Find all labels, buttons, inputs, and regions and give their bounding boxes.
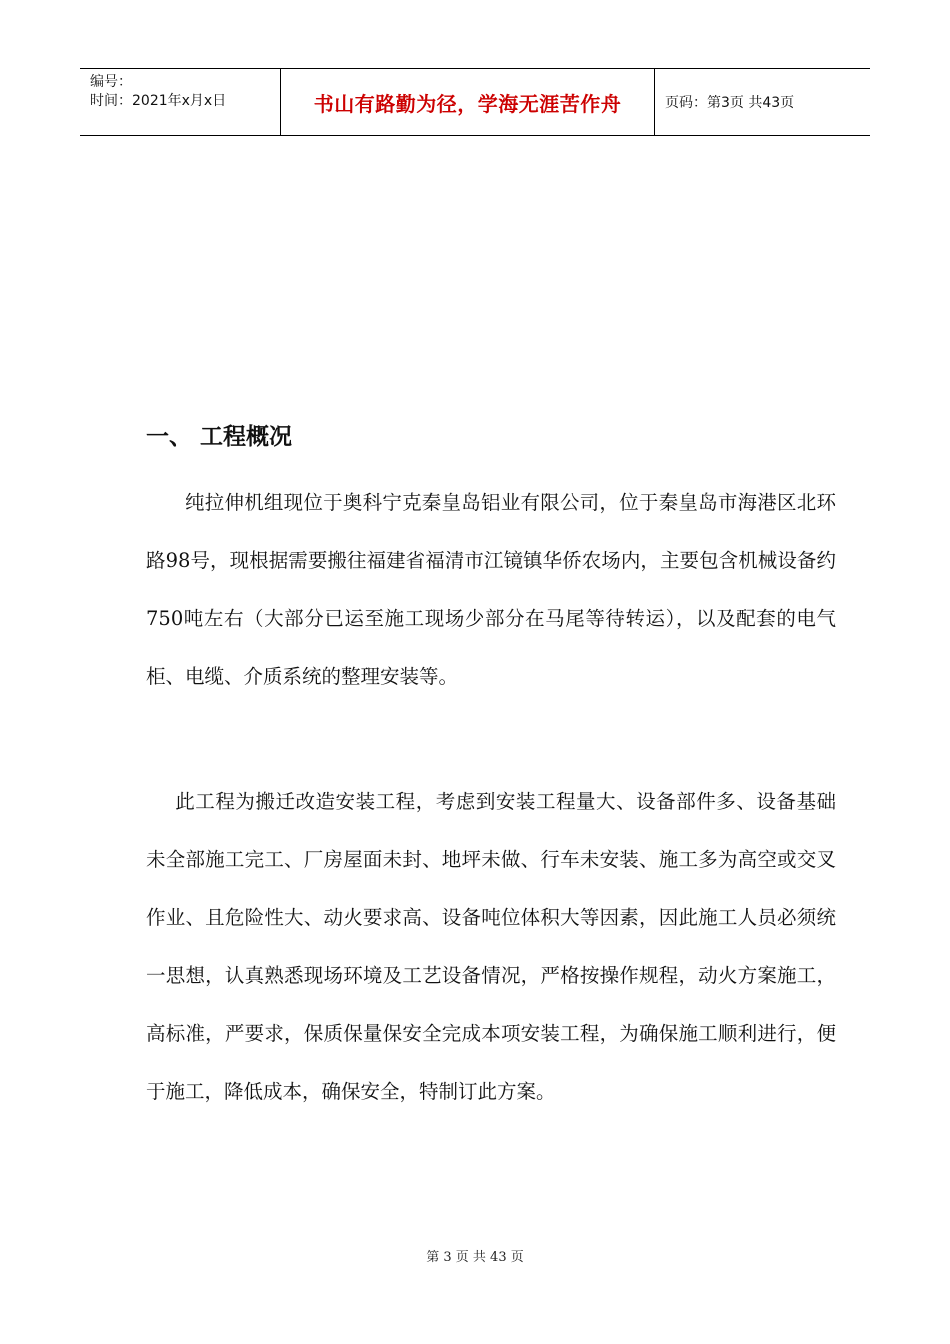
header-page-info: 页码：第3页 共43页	[665, 95, 795, 111]
section-title: 一、 工程概况	[146, 424, 293, 450]
body-paragraph: 此工程为搬迁改造安装工程，考虑到安装工程量大、设备部件多、设备基础未全部施工完工、厂房屋面未封、地坪未做、行车未安装、施工多为高空或交叉作业、且危险性大、动火要求高、设备吨位体积大等因素，因此施工人员必须统一思想，认真熟悉现场环境及工艺设备情况，严格按操作规程，动火方案施工，高标准，严要求，保质保量保安全完成本项安装工程，为确保施工顺利进行，便于施工，降低成本，确保安全，特制订此方案。	[146, 790, 836, 1103]
page-footer: 第 3 页 共 43 页	[426, 1250, 524, 1265]
body-paragraph: 纯拉伸机组现位于奥科宁克秦皇岛铝业有限公司，位于秦皇岛市海港区北环路98号，现根据需要搬往福建省福清市江镜镇华侨农场内，主要包含机械设备约750吨左右（大部分已运至施工现场少部分在马尾等待转运），以及配套的电气柜、电缆、介质系统的整理安装等。	[146, 491, 836, 688]
header-motto-cell	[281, 69, 655, 135]
header-motto: 书山有路勤为径，学海无涯苦作舟	[313, 91, 622, 116]
document-date-label: 时间：2021年x月x日	[90, 93, 227, 109]
document-number-label: 编号：	[90, 74, 132, 90]
page-header	[80, 68, 870, 136]
header-meta-cell	[80, 69, 281, 135]
header-page-cell	[655, 69, 870, 135]
